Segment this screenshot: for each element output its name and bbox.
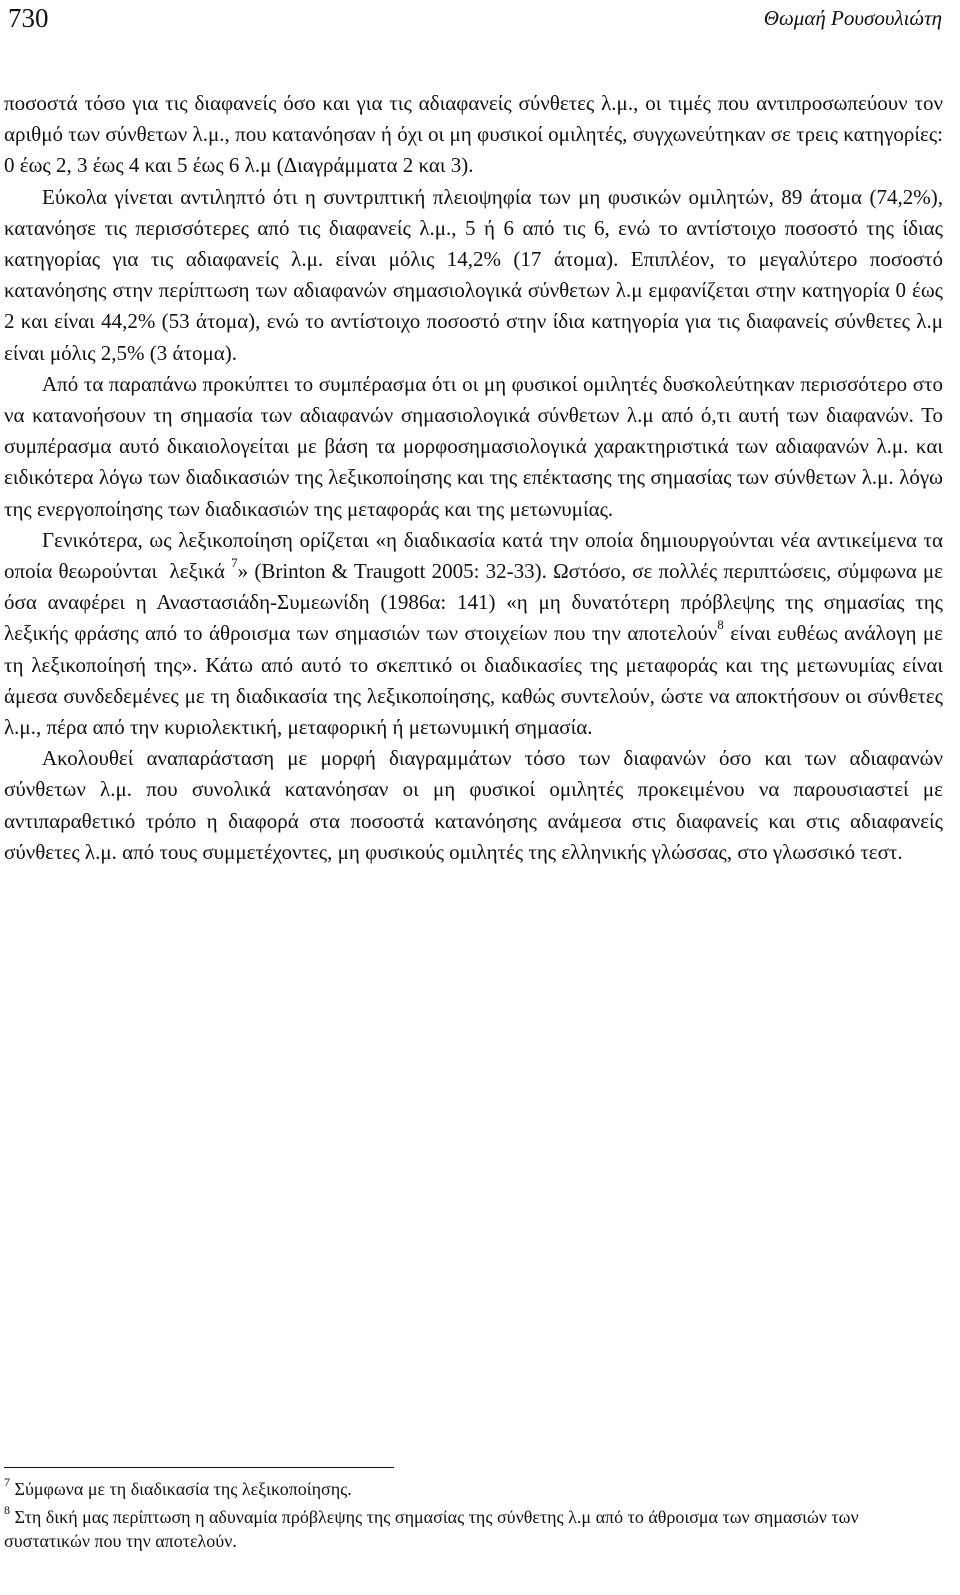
footnote-ref-7: 7 [231,555,238,571]
footnote-text: Σύμφωνα με τη διαδικασία της λεξικοποίησης. [10,1479,352,1499]
running-head: Θωμαή Ρουσουλιώτη [763,6,942,30]
body-text [4,88,943,868]
paragraph-5: Ακολουθεί αναπαράσταση με μορφή διαγραμμάτων τόσο των διαφανών όσο και των αδιαφανών σύνθετων λ.μ. που συνολικά κατανόησαν οι μη φυσικοί ομιλητές προκειμένου να παρουσιαστεί με αντιπαραθετικό τρόπο η διαφορά στα ποσοστά κατανόησης ανάμεσα στις διαφανείς και στις αδιαφανείς σύνθετες λ.μ. από τους συμμετέχοντες, μη φυσικούς ομιλητές της ελληνικής γλώσσας, στο γλωσσικό τεστ. [4,746,943,864]
footnote-ref-8: 8 [717,617,724,633]
footnotes [4,1477,943,1557]
footnote-separator [4,1467,394,1468]
footnote-8 [4,1505,943,1553]
paragraph-3: Από τα παραπάνω προκύπτει το συμπέρασμα ότι οι μη φυσικοί ομιλητές δυσκολεύτηκαν περισσότερο στο να κατανοήσουν τη σημασία των αδιαφανών σημασιολογικά σύνθετων λ.μ από ό,τι αυτή των διαφανών. Το συμπέρασμα αυτό δικαιολογείται με βάση τα μορφοσημασιολογικά χαρακτηριστικά των αδιαφανών λ.μ. και ειδικότερα λόγω των διαδικασιών της λεξικοποίησης και της επέκτασης της σημασίας των σύνθετων λ.μ. λόγω της ενεργοποίησης των διαδικασιών της μεταφοράς και της μετωνυμίας. [4,371,943,521]
paragraph-4-part-c: είναι ευθέως ανάλογη με τη λεξικοποίησή της». Κάτω από αυτό το σκεπτικό οι διαδικασίες της μεταφοράς και της μετωνυμίας είναι άμεσα συνδεδεμένες με τη διαδικασία της λεξικοποίησης, καθώς συντελούν, ώστε να αποκτήσουν οι σύνθετες λ.μ., πέρα από την κυριολεκτική, μεταφορική ή μετωνυμική σημασία. [4,621,943,740]
page-number: 730 [8,3,49,33]
footnote-mark: 7 [4,1475,10,1489]
paragraph-1: ποσοστά τόσο για τις διαφανείς όσο και για τις αδιαφανείς σύνθετες λ.μ., οι τιμές που αντιπροσωπεύουν τον αριθμό των σύνθετων λ.μ., που κατανόησαν ή όχι οι μη φυσικοί ομιλητές, συγχωνεύτηκαν σε τρεις κατηγορίες: 0 έως 2, 3 έως 4 και 5 έως 6 λ.μ (Διαγράμματα 2 και 3). [4,91,943,178]
footnote-7 [4,1477,943,1501]
paragraph-4-part-a: Γενικότερα, ως λεξικοποίηση ορίζεται «η διαδικασία κατά την οποία δημιουργούνται νέα αντικείμενα τα οποία θεωρούνται λεξικά [4,527,943,584]
paragraph-4 [4,525,943,743]
footnote-mark: 8 [4,1503,10,1517]
paragraph-2: Εύκολα γίνεται αντιληπτό ότι η συντριπτική πλειοψηφία των μη φυσικών ομιλητών, 89 άτομα (74,2%), κατανόησε τις περισσότερες από τις διαφανείς λ.μ., 5 ή 6 από τις 6, ενώ το αντίστοιχο ποσοστό της ίδιας κατηγορίας για τις αδιαφανείς λ.μ. είναι μόλις 14,2% (17 άτομα). Επιπλέον, το μεγαλύτερο ποσοστό κατανόησης στην περίπτωση των αδιαφανών σημασιολογικά σύνθετων λ.μ εμφανίζεται στην κατηγορία 0 έως 2 και είναι 44,2% (53 άτομα), ενώ το αντίστοιχο ποσοστό στην ίδια κατηγορία για τις διαφανείς σύνθετες λ.μ είναι μόλις 2,5% (3 άτομα). [4,184,943,365]
paragraph-4-part-b: » (Brinton & Traugott 2005: 32-33). Ωστόσο, σε πολλές περιπτώσεις, σύμφωνα με όσα αναφέρει η Αναστασιάδη-Συμεωνίδη (1986α: 141) «η μη δυνατότερη πρόβλεψης της σημασίας της λεξικής φράσης από το άθροισμα των σημασιών των στοιχείων που την αποτελούν [4,559,943,646]
footnote-text: Στη δική μας περίπτωση η αδυναμία πρόβλεψης της σημασίας της σύνθετης λ.μ από το άθροισμα των σημασιών των συστατικών που την αποτελούν. [4,1507,859,1551]
